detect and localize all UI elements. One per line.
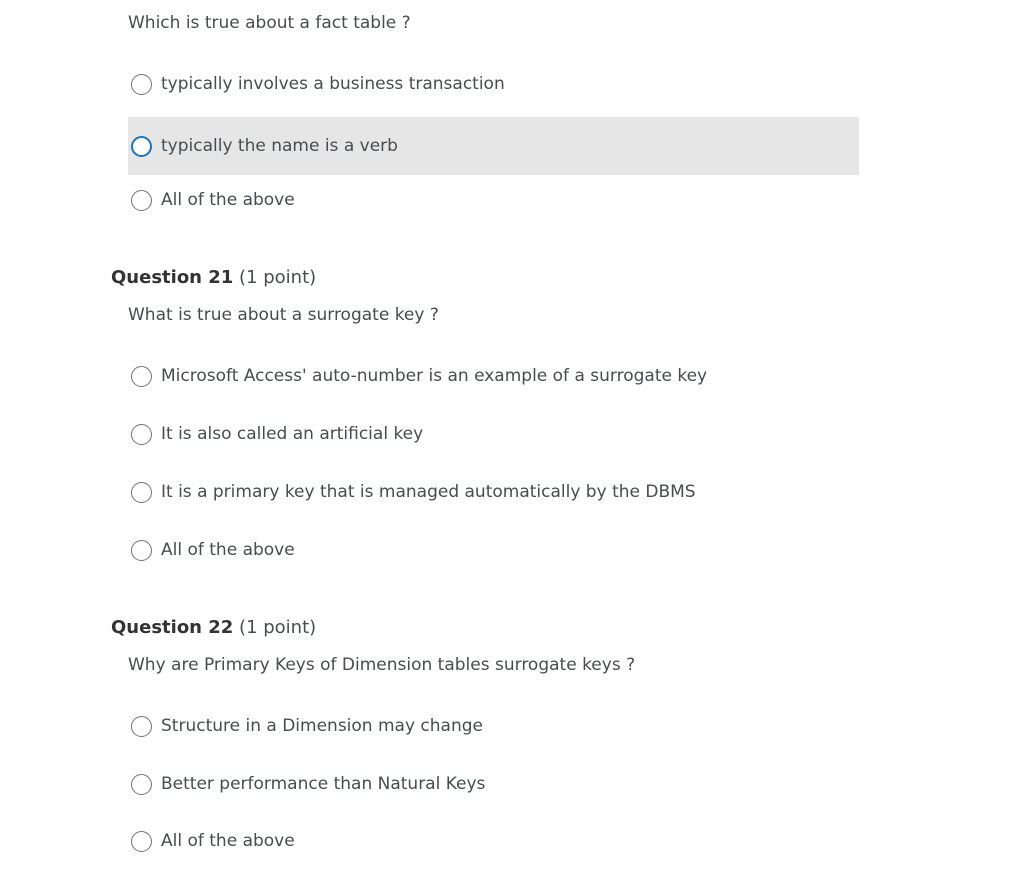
option-label: Better performance than Natural Keys (161, 774, 486, 794)
q20-option-3[interactable] (128, 171, 859, 229)
q21-option-3[interactable] (128, 463, 859, 521)
q20-option-2[interactable] (128, 117, 859, 175)
q20-option-1[interactable] (128, 55, 859, 113)
radio-button[interactable] (131, 190, 152, 211)
option-label: typically the name is a verb (161, 136, 398, 156)
option-label: It is a primary key that is managed automatically by the DBMS (161, 482, 696, 502)
radio-button[interactable] (131, 716, 152, 737)
q22-option-3[interactable] (128, 812, 859, 870)
question-points: (1 point) (239, 617, 317, 638)
q21-option-2[interactable] (128, 405, 859, 463)
option-label: All of the above (161, 831, 295, 851)
q22-option-1[interactable] (128, 697, 859, 755)
option-label: typically involves a business transaction (161, 74, 505, 94)
q22-option-2[interactable] (128, 755, 859, 813)
question-20-text: Which is true about a fact table ? (128, 13, 411, 33)
radio-button[interactable] (131, 831, 152, 852)
q21-option-1[interactable] (128, 347, 859, 405)
option-label: It is also called an artificial key (161, 424, 424, 444)
radio-button[interactable] (131, 136, 152, 157)
question-22-header (111, 616, 316, 640)
radio-button[interactable] (131, 774, 152, 795)
radio-button[interactable] (131, 366, 152, 387)
option-label: All of the above (161, 190, 295, 210)
radio-button[interactable] (131, 74, 152, 95)
question-22-text: Why are Primary Keys of Dimension tables surrogate keys ? (128, 655, 636, 675)
option-label: Microsoft Access' auto-number is an example of a surrogate key (161, 366, 708, 386)
radio-button[interactable] (131, 540, 152, 561)
radio-button[interactable] (131, 424, 152, 445)
radio-button[interactable] (131, 482, 152, 503)
option-label: All of the above (161, 540, 295, 560)
question-21-text: What is true about a surrogate key ? (128, 305, 439, 325)
option-label: Structure in a Dimension may change (161, 716, 483, 736)
question-number: Question 22 (111, 617, 234, 638)
question-points: (1 point) (239, 267, 317, 288)
q21-option-4[interactable] (128, 521, 859, 579)
question-number: Question 21 (111, 267, 234, 288)
question-21-header (111, 266, 316, 290)
